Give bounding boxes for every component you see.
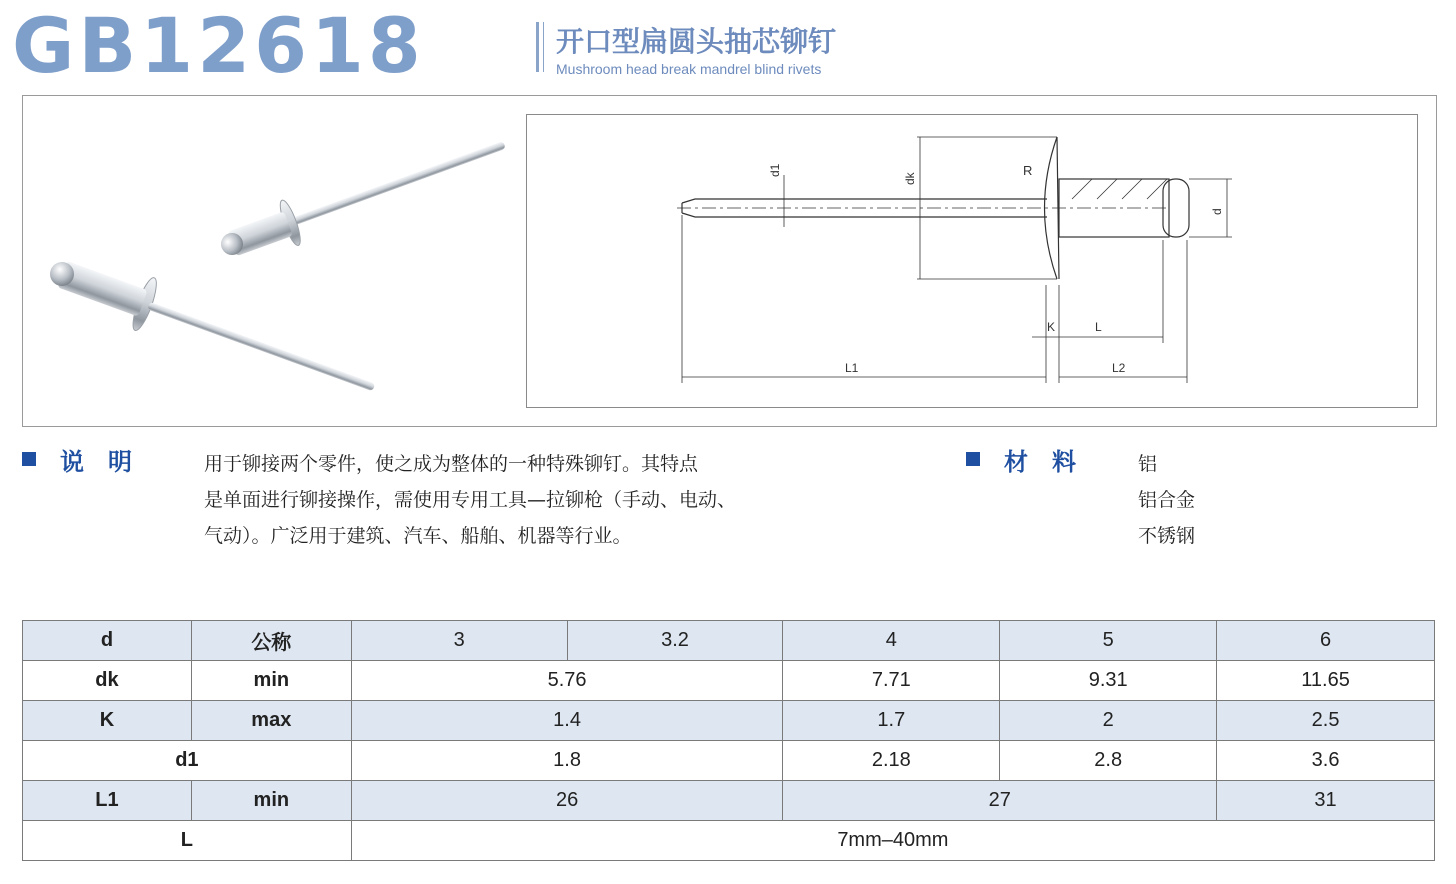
description-line: 用于铆接两个零件，使之成为整体的一种特殊铆钉。其特点 <box>204 453 699 475</box>
spec-table <box>22 620 1435 861</box>
cell-d1: 3.6 <box>1217 741 1435 781</box>
cell-d: 6 <box>1217 621 1435 661</box>
standard-code: GB12618 <box>12 1 425 90</box>
figure-panel <box>22 95 1437 427</box>
label-R: R <box>1023 163 1033 178</box>
label-d1: d1 <box>768 163 782 177</box>
rivet-photo <box>27 104 517 404</box>
cell-l1: 26 <box>351 781 783 821</box>
cell-d: 5 <box>1000 621 1217 661</box>
table-row <box>23 621 1435 661</box>
cell-dk: 11.65 <box>1217 661 1435 701</box>
label-d: d <box>1210 208 1224 215</box>
table-row <box>23 781 1435 821</box>
cell-dk: 5.76 <box>351 661 783 701</box>
technical-drawing <box>527 115 1417 407</box>
bullet-square-icon <box>966 452 980 466</box>
row-label-d1: d1 <box>23 741 352 781</box>
table-row <box>23 741 1435 781</box>
description-heading: 说 明 <box>60 448 132 476</box>
lower-rivet-icon <box>41 244 383 404</box>
description-line: 是单面进行铆接操作，需使用专用工具—拉铆枪（手动、电动、 <box>204 489 737 511</box>
cell-k: 1.4 <box>351 701 783 741</box>
cell-l1: 27 <box>783 781 1217 821</box>
materials-heading: 材 料 <box>1004 448 1076 476</box>
table-row <box>23 661 1435 701</box>
title-chinese: 开口型扁圆头抽芯铆钉 <box>556 25 837 58</box>
cell-d: 4 <box>783 621 1000 661</box>
cell-dk: 7.71 <box>783 661 1000 701</box>
cell-l: 7mm–40mm <box>351 821 1434 861</box>
row-sub-min: min <box>191 781 351 821</box>
materials-list <box>1138 446 1195 554</box>
cell-dk: 9.31 <box>1000 661 1217 701</box>
label-L2: L2 <box>1112 361 1126 375</box>
label-dk: dk <box>903 172 917 185</box>
row-label-l: L <box>23 821 352 861</box>
cell-k: 2.5 <box>1217 701 1435 741</box>
label-L1: L1 <box>845 361 859 375</box>
table-row <box>23 701 1435 741</box>
bullet-square-icon <box>22 452 36 466</box>
title-divider <box>536 22 539 72</box>
description-line: 气动）。广泛用于建筑、汽车、船舶、机器等行业。 <box>204 525 632 547</box>
upper-rivet-icon <box>213 122 512 270</box>
description-text <box>204 446 824 554</box>
title-divider-thin <box>543 22 544 72</box>
cell-d: 3 <box>351 621 567 661</box>
row-label-k: K <box>23 701 192 741</box>
cell-k: 1.7 <box>783 701 1000 741</box>
row-label-dk: dk <box>23 661 192 701</box>
cell-d1: 2.8 <box>1000 741 1217 781</box>
row-sub-max: max <box>191 701 351 741</box>
cell-d1: 1.8 <box>351 741 783 781</box>
cell-l1: 31 <box>1217 781 1435 821</box>
material-item: 不锈钢 <box>1138 525 1196 547</box>
title-english: Mushroom head break mandrel blind rivets <box>556 61 822 77</box>
label-L: L <box>1095 320 1102 334</box>
row-sub-nominal: 公称 <box>191 621 351 661</box>
technical-drawing-panel <box>526 114 1418 408</box>
row-sub-min: min <box>191 661 351 701</box>
page-header <box>12 1 912 90</box>
row-label-d: d <box>23 621 192 661</box>
cell-d1: 2.18 <box>783 741 1000 781</box>
material-item: 铝合金 <box>1138 489 1196 511</box>
cell-d: 3.2 <box>567 621 783 661</box>
cell-k: 2 <box>1000 701 1217 741</box>
label-K: K <box>1047 320 1056 334</box>
table-row <box>23 821 1435 861</box>
material-item: 铝 <box>1138 453 1158 475</box>
row-label-l1: L1 <box>23 781 192 821</box>
